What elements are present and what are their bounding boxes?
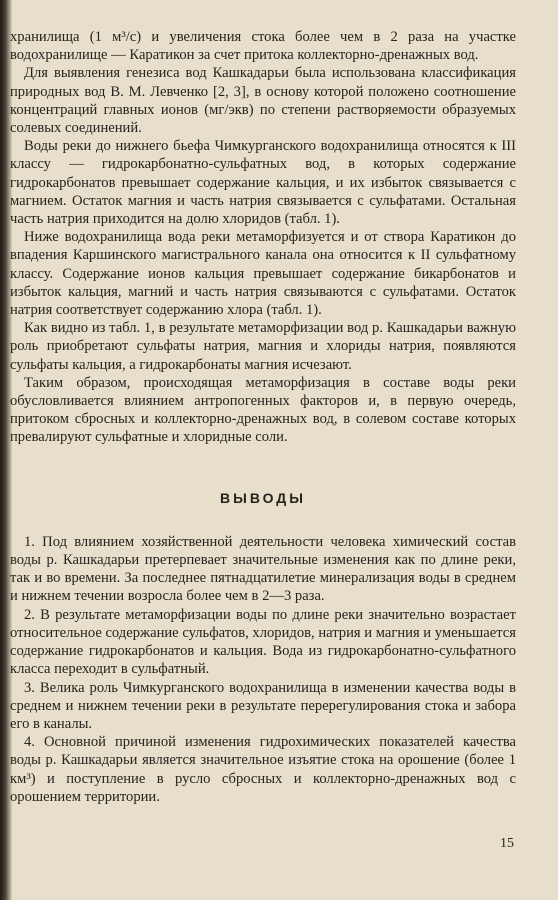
conclusion-item: 1. Под влиянием хозяйственной деятельности человека химический состав воды р. Кашкадарьи претерпевает значительные изменения как по длине реки, так и во времени. За последнее пятнадцатилетие минерализация воды в среднем и нижнем течении возросла более чем в 2—3 раза. [10, 533, 516, 605]
paragraph: Воды реки до нижнего бьефа Чимкурганского водохранилища относятся к III классу — гидрокарбонатно-сульфатных вод, в которых содержание гидрокарбонатов превышает содержание кальция, и их избыток связывается с магнием. Остаток магния и часть натрия связывается с сульфатами. Остальная часть натрия приходится на долю хлоридов (табл. 1). [10, 138, 516, 228]
paragraph: Как видно из табл. 1, в результате метаморфизации вод р. Кашкадарьи важную роль приобретают сульфаты натрия, магния и хлориды натрия, появляются сульфаты кальция, а гидрокарбонаты магния исчезают. [10, 320, 516, 373]
paragraph: Для выявления генезиса вод Кашкадарьи была использована классификация природных вод В. М. Левченко [2, 3], в основу которой положено соотношение концентраций главных ионов (мг/экв) по степени растворяемости образуемых солевых соединений. [10, 65, 516, 137]
page-number: 15 [500, 836, 514, 851]
section-heading: ВЫВОДЫ [220, 489, 306, 506]
conclusion-item: 3. Велика роль Чимкурганского водохранилища в изменении качества воды в среднем и нижнем течении реки в результате перерегулирования стока и забора его в каналы. [10, 679, 516, 732]
paragraph: хранилища (1 м³/с) и увеличения стока более чем в 2 раза на участке водохранилище — Каратикон за счет притока коллекторно-дренажных вод. [10, 29, 516, 64]
page-body [10, 28, 516, 806]
conclusion-item: 2. В результате метаморфизации воды по длине реки значительно возрастает относительное содержание сульфатов, хлоридов, натрия и магния и уменьшается содержание гидрокарбонатов и кальция. Вода из гидрокарбонатно-сульфатного класса переходит в сульфатный. [10, 606, 516, 678]
conclusion-item: 4. Основной причиной изменения гидрохимических показателей качества воды р. Кашкадарьи является значительное изъятие стока на орошение (более 1 км³) и поступление в русло сбросных и коллекторно-дренажных вод с орошением территории. [10, 734, 516, 805]
paragraph: Ниже водохранилища вода реки метаморфизуется и от створа Каратикон до впадения Каршинского магистрального канала она относится к II сульфатному классу. Содержание ионов кальция превышает содержание бикарбонатов и избыток кальция, магний и часть натрия связываются с сульфатами. Остаток натрия соответствует содержанию хлора (табл. 1). [10, 229, 516, 319]
paragraph: Таким образом, происходящая метаморфизация в составе воды реки обусловливается влиянием антропогенных факторов и, в первую очередь, притоком сбросных и коллекторно-дренажных вод, в солевом составе которых превалируют сульфатные и хлоридные соли. [10, 374, 516, 446]
